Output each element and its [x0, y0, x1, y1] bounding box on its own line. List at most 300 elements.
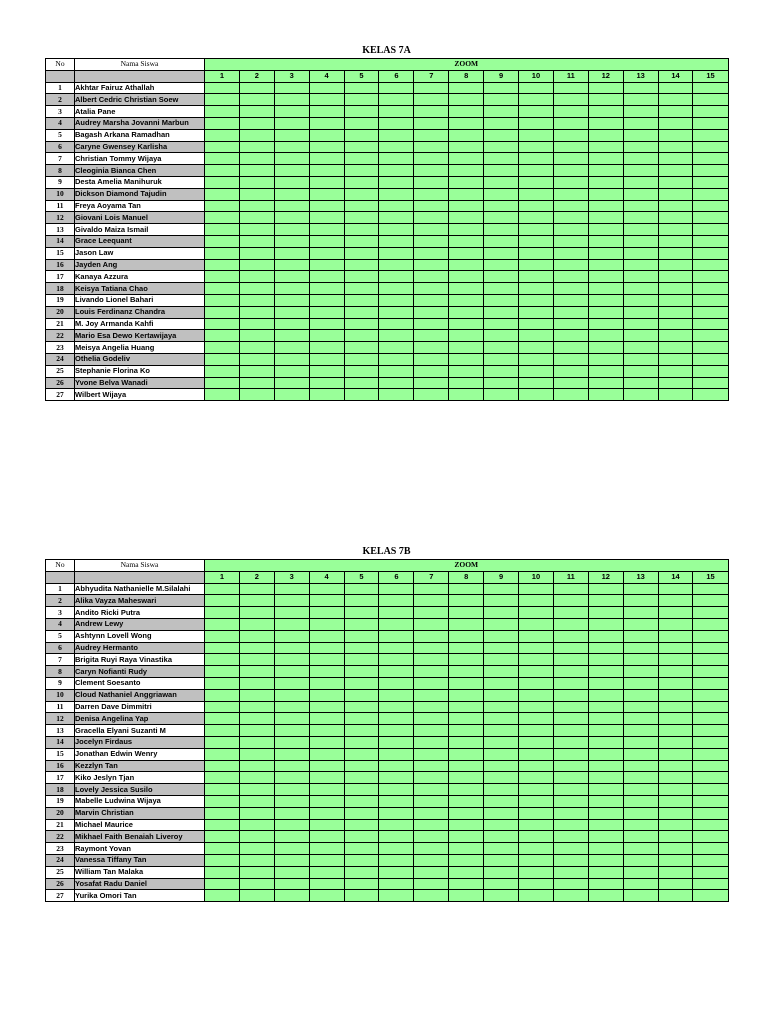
attendance-cell[interactable] [379, 831, 414, 843]
attendance-cell[interactable] [519, 306, 554, 318]
attendance-cell[interactable] [414, 106, 449, 118]
attendance-cell[interactable] [205, 353, 240, 365]
attendance-cell[interactable] [309, 153, 344, 165]
attendance-cell[interactable] [205, 642, 240, 654]
attendance-cell[interactable] [414, 701, 449, 713]
attendance-cell[interactable] [693, 595, 728, 607]
attendance-cell[interactable] [623, 353, 658, 365]
attendance-cell[interactable] [414, 377, 449, 389]
attendance-cell[interactable] [274, 654, 309, 666]
attendance-cell[interactable] [239, 843, 274, 855]
attendance-cell[interactable] [239, 235, 274, 247]
attendance-cell[interactable] [344, 306, 379, 318]
attendance-cell[interactable] [623, 819, 658, 831]
attendance-cell[interactable] [344, 701, 379, 713]
attendance-cell[interactable] [658, 224, 693, 236]
attendance-cell[interactable] [693, 583, 728, 595]
attendance-cell[interactable] [274, 890, 309, 902]
attendance-cell[interactable] [205, 224, 240, 236]
attendance-cell[interactable] [623, 176, 658, 188]
attendance-cell[interactable] [658, 866, 693, 878]
attendance-cell[interactable] [205, 784, 240, 796]
attendance-cell[interactable] [239, 642, 274, 654]
attendance-cell[interactable] [484, 94, 519, 106]
attendance-cell[interactable] [239, 129, 274, 141]
attendance-cell[interactable] [588, 389, 623, 401]
attendance-cell[interactable] [553, 854, 588, 866]
attendance-cell[interactable] [519, 106, 554, 118]
attendance-cell[interactable] [274, 200, 309, 212]
attendance-cell[interactable] [309, 294, 344, 306]
attendance-cell[interactable] [239, 654, 274, 666]
attendance-cell[interactable] [344, 271, 379, 283]
attendance-cell[interactable] [449, 831, 484, 843]
attendance-cell[interactable] [414, 212, 449, 224]
attendance-cell[interactable] [484, 389, 519, 401]
attendance-cell[interactable] [205, 772, 240, 784]
attendance-cell[interactable] [623, 377, 658, 389]
attendance-cell[interactable] [658, 82, 693, 94]
attendance-cell[interactable] [274, 330, 309, 342]
attendance-cell[interactable] [449, 607, 484, 619]
attendance-cell[interactable] [693, 365, 728, 377]
attendance-cell[interactable] [379, 677, 414, 689]
attendance-cell[interactable] [309, 247, 344, 259]
attendance-cell[interactable] [309, 271, 344, 283]
attendance-cell[interactable] [693, 760, 728, 772]
attendance-cell[interactable] [658, 819, 693, 831]
attendance-cell[interactable] [588, 713, 623, 725]
attendance-cell[interactable] [553, 595, 588, 607]
attendance-cell[interactable] [379, 843, 414, 855]
attendance-cell[interactable] [484, 642, 519, 654]
attendance-cell[interactable] [414, 725, 449, 737]
attendance-cell[interactable] [449, 94, 484, 106]
attendance-cell[interactable] [379, 306, 414, 318]
attendance-cell[interactable] [623, 831, 658, 843]
attendance-cell[interactable] [553, 224, 588, 236]
attendance-cell[interactable] [414, 294, 449, 306]
attendance-cell[interactable] [519, 247, 554, 259]
attendance-cell[interactable] [414, 595, 449, 607]
attendance-cell[interactable] [449, 153, 484, 165]
attendance-cell[interactable] [414, 583, 449, 595]
attendance-cell[interactable] [484, 212, 519, 224]
attendance-cell[interactable] [658, 176, 693, 188]
attendance-cell[interactable] [693, 784, 728, 796]
attendance-cell[interactable] [309, 259, 344, 271]
attendance-cell[interactable] [623, 94, 658, 106]
attendance-cell[interactable] [274, 153, 309, 165]
attendance-cell[interactable] [274, 595, 309, 607]
attendance-cell[interactable] [519, 760, 554, 772]
attendance-cell[interactable] [274, 689, 309, 701]
attendance-cell[interactable] [309, 642, 344, 654]
attendance-cell[interactable] [623, 878, 658, 890]
attendance-cell[interactable] [274, 607, 309, 619]
attendance-cell[interactable] [344, 212, 379, 224]
attendance-cell[interactable] [658, 795, 693, 807]
attendance-cell[interactable] [449, 235, 484, 247]
attendance-cell[interactable] [484, 878, 519, 890]
attendance-cell[interactable] [553, 689, 588, 701]
attendance-cell[interactable] [519, 141, 554, 153]
attendance-cell[interactable] [309, 654, 344, 666]
attendance-cell[interactable] [693, 200, 728, 212]
attendance-cell[interactable] [309, 94, 344, 106]
attendance-cell[interactable] [344, 713, 379, 725]
attendance-cell[interactable] [553, 82, 588, 94]
attendance-cell[interactable] [484, 306, 519, 318]
attendance-cell[interactable] [449, 294, 484, 306]
attendance-cell[interactable] [449, 106, 484, 118]
attendance-cell[interactable] [553, 129, 588, 141]
attendance-cell[interactable] [205, 618, 240, 630]
attendance-cell[interactable] [588, 271, 623, 283]
attendance-cell[interactable] [274, 318, 309, 330]
attendance-cell[interactable] [588, 82, 623, 94]
attendance-cell[interactable] [274, 353, 309, 365]
attendance-cell[interactable] [553, 795, 588, 807]
attendance-cell[interactable] [414, 141, 449, 153]
attendance-cell[interactable] [519, 595, 554, 607]
attendance-cell[interactable] [553, 736, 588, 748]
attendance-cell[interactable] [658, 247, 693, 259]
attendance-cell[interactable] [414, 353, 449, 365]
attendance-cell[interactable] [658, 630, 693, 642]
attendance-cell[interactable] [239, 725, 274, 737]
attendance-cell[interactable] [344, 866, 379, 878]
attendance-cell[interactable] [553, 807, 588, 819]
attendance-cell[interactable] [239, 677, 274, 689]
attendance-cell[interactable] [623, 784, 658, 796]
attendance-cell[interactable] [519, 701, 554, 713]
attendance-cell[interactable] [414, 82, 449, 94]
attendance-cell[interactable] [658, 583, 693, 595]
attendance-cell[interactable] [309, 866, 344, 878]
attendance-cell[interactable] [693, 247, 728, 259]
attendance-cell[interactable] [205, 890, 240, 902]
attendance-cell[interactable] [414, 330, 449, 342]
attendance-cell[interactable] [205, 630, 240, 642]
attendance-cell[interactable] [205, 807, 240, 819]
attendance-cell[interactable] [484, 117, 519, 129]
attendance-cell[interactable] [623, 129, 658, 141]
attendance-cell[interactable] [205, 677, 240, 689]
attendance-cell[interactable] [379, 583, 414, 595]
attendance-cell[interactable] [309, 890, 344, 902]
attendance-cell[interactable] [274, 819, 309, 831]
attendance-cell[interactable] [484, 106, 519, 118]
attendance-cell[interactable] [658, 736, 693, 748]
attendance-cell[interactable] [274, 129, 309, 141]
attendance-cell[interactable] [449, 188, 484, 200]
attendance-cell[interactable] [588, 831, 623, 843]
attendance-cell[interactable] [449, 283, 484, 295]
attendance-cell[interactable] [449, 642, 484, 654]
attendance-cell[interactable] [414, 200, 449, 212]
attendance-cell[interactable] [623, 890, 658, 902]
attendance-cell[interactable] [484, 200, 519, 212]
attendance-cell[interactable] [658, 595, 693, 607]
attendance-cell[interactable] [344, 595, 379, 607]
attendance-cell[interactable] [344, 807, 379, 819]
attendance-cell[interactable] [414, 843, 449, 855]
attendance-cell[interactable] [449, 117, 484, 129]
attendance-cell[interactable] [379, 188, 414, 200]
attendance-cell[interactable] [449, 854, 484, 866]
attendance-cell[interactable] [205, 389, 240, 401]
attendance-cell[interactable] [693, 224, 728, 236]
attendance-cell[interactable] [519, 748, 554, 760]
attendance-cell[interactable] [519, 224, 554, 236]
attendance-cell[interactable] [553, 330, 588, 342]
attendance-cell[interactable] [449, 713, 484, 725]
attendance-cell[interactable] [519, 618, 554, 630]
attendance-cell[interactable] [274, 176, 309, 188]
attendance-cell[interactable] [449, 595, 484, 607]
attendance-cell[interactable] [484, 153, 519, 165]
attendance-cell[interactable] [658, 365, 693, 377]
attendance-cell[interactable] [623, 713, 658, 725]
attendance-cell[interactable] [588, 784, 623, 796]
attendance-cell[interactable] [588, 760, 623, 772]
attendance-cell[interactable] [623, 82, 658, 94]
attendance-cell[interactable] [449, 618, 484, 630]
attendance-cell[interactable] [379, 165, 414, 177]
attendance-cell[interactable] [553, 760, 588, 772]
attendance-cell[interactable] [449, 807, 484, 819]
attendance-cell[interactable] [344, 318, 379, 330]
attendance-cell[interactable] [519, 642, 554, 654]
attendance-cell[interactable] [379, 618, 414, 630]
attendance-cell[interactable] [239, 583, 274, 595]
attendance-cell[interactable] [239, 630, 274, 642]
attendance-cell[interactable] [239, 82, 274, 94]
attendance-cell[interactable] [344, 666, 379, 678]
attendance-cell[interactable] [519, 583, 554, 595]
attendance-cell[interactable] [588, 117, 623, 129]
attendance-cell[interactable] [309, 748, 344, 760]
attendance-cell[interactable] [239, 878, 274, 890]
attendance-cell[interactable] [484, 866, 519, 878]
attendance-cell[interactable] [623, 165, 658, 177]
attendance-cell[interactable] [309, 306, 344, 318]
attendance-cell[interactable] [484, 377, 519, 389]
attendance-cell[interactable] [274, 713, 309, 725]
attendance-cell[interactable] [309, 701, 344, 713]
attendance-cell[interactable] [553, 318, 588, 330]
attendance-cell[interactable] [693, 654, 728, 666]
attendance-cell[interactable] [379, 377, 414, 389]
attendance-cell[interactable] [588, 725, 623, 737]
attendance-cell[interactable] [449, 224, 484, 236]
attendance-cell[interactable] [484, 583, 519, 595]
attendance-cell[interactable] [449, 654, 484, 666]
attendance-cell[interactable] [239, 819, 274, 831]
attendance-cell[interactable] [449, 725, 484, 737]
attendance-cell[interactable] [449, 82, 484, 94]
attendance-cell[interactable] [205, 666, 240, 678]
attendance-cell[interactable] [553, 713, 588, 725]
attendance-cell[interactable] [693, 165, 728, 177]
attendance-cell[interactable] [588, 819, 623, 831]
attendance-cell[interactable] [274, 748, 309, 760]
attendance-cell[interactable] [693, 377, 728, 389]
attendance-cell[interactable] [379, 283, 414, 295]
attendance-cell[interactable] [484, 342, 519, 354]
attendance-cell[interactable] [623, 106, 658, 118]
attendance-cell[interactable] [449, 866, 484, 878]
attendance-cell[interactable] [344, 106, 379, 118]
attendance-cell[interactable] [623, 866, 658, 878]
attendance-cell[interactable] [693, 795, 728, 807]
attendance-cell[interactable] [588, 654, 623, 666]
attendance-cell[interactable] [484, 224, 519, 236]
attendance-cell[interactable] [519, 377, 554, 389]
attendance-cell[interactable] [309, 618, 344, 630]
attendance-cell[interactable] [588, 890, 623, 902]
attendance-cell[interactable] [623, 200, 658, 212]
attendance-cell[interactable] [449, 259, 484, 271]
attendance-cell[interactable] [379, 784, 414, 796]
attendance-cell[interactable] [588, 807, 623, 819]
attendance-cell[interactable] [309, 200, 344, 212]
attendance-cell[interactable] [658, 618, 693, 630]
attendance-cell[interactable] [449, 141, 484, 153]
attendance-cell[interactable] [205, 878, 240, 890]
attendance-cell[interactable] [553, 831, 588, 843]
attendance-cell[interactable] [414, 306, 449, 318]
attendance-cell[interactable] [484, 819, 519, 831]
attendance-cell[interactable] [309, 854, 344, 866]
attendance-cell[interactable] [658, 760, 693, 772]
attendance-cell[interactable] [623, 259, 658, 271]
attendance-cell[interactable] [588, 235, 623, 247]
attendance-cell[interactable] [344, 795, 379, 807]
attendance-cell[interactable] [693, 353, 728, 365]
attendance-cell[interactable] [414, 630, 449, 642]
attendance-cell[interactable] [519, 165, 554, 177]
attendance-cell[interactable] [414, 736, 449, 748]
attendance-cell[interactable] [658, 713, 693, 725]
attendance-cell[interactable] [588, 772, 623, 784]
attendance-cell[interactable] [553, 306, 588, 318]
attendance-cell[interactable] [309, 224, 344, 236]
attendance-cell[interactable] [623, 595, 658, 607]
attendance-cell[interactable] [519, 259, 554, 271]
attendance-cell[interactable] [658, 153, 693, 165]
attendance-cell[interactable] [623, 677, 658, 689]
attendance-cell[interactable] [588, 330, 623, 342]
attendance-cell[interactable] [414, 283, 449, 295]
attendance-cell[interactable] [693, 318, 728, 330]
attendance-cell[interactable] [553, 377, 588, 389]
attendance-cell[interactable] [205, 247, 240, 259]
attendance-cell[interactable] [274, 94, 309, 106]
attendance-cell[interactable] [379, 760, 414, 772]
attendance-cell[interactable] [658, 772, 693, 784]
attendance-cell[interactable] [693, 831, 728, 843]
attendance-cell[interactable] [205, 82, 240, 94]
attendance-cell[interactable] [553, 784, 588, 796]
attendance-cell[interactable] [484, 82, 519, 94]
attendance-cell[interactable] [623, 630, 658, 642]
attendance-cell[interactable] [588, 618, 623, 630]
attendance-cell[interactable] [309, 165, 344, 177]
attendance-cell[interactable] [379, 176, 414, 188]
attendance-cell[interactable] [344, 748, 379, 760]
attendance-cell[interactable] [449, 819, 484, 831]
attendance-cell[interactable] [623, 807, 658, 819]
attendance-cell[interactable] [484, 795, 519, 807]
attendance-cell[interactable] [274, 725, 309, 737]
attendance-cell[interactable] [519, 271, 554, 283]
attendance-cell[interactable] [553, 843, 588, 855]
attendance-cell[interactable] [484, 677, 519, 689]
attendance-cell[interactable] [519, 353, 554, 365]
attendance-cell[interactable] [588, 843, 623, 855]
attendance-cell[interactable] [588, 689, 623, 701]
attendance-cell[interactable] [553, 618, 588, 630]
attendance-cell[interactable] [205, 795, 240, 807]
attendance-cell[interactable] [519, 153, 554, 165]
attendance-cell[interactable] [205, 843, 240, 855]
attendance-cell[interactable] [205, 701, 240, 713]
attendance-cell[interactable] [309, 760, 344, 772]
attendance-cell[interactable] [553, 271, 588, 283]
attendance-cell[interactable] [414, 176, 449, 188]
attendance-cell[interactable] [449, 630, 484, 642]
attendance-cell[interactable] [344, 607, 379, 619]
attendance-cell[interactable] [519, 389, 554, 401]
attendance-cell[interactable] [519, 630, 554, 642]
attendance-cell[interactable] [344, 235, 379, 247]
attendance-cell[interactable] [484, 618, 519, 630]
attendance-cell[interactable] [379, 235, 414, 247]
attendance-cell[interactable] [484, 271, 519, 283]
attendance-cell[interactable] [693, 106, 728, 118]
attendance-cell[interactable] [274, 772, 309, 784]
attendance-cell[interactable] [379, 129, 414, 141]
attendance-cell[interactable] [344, 725, 379, 737]
attendance-cell[interactable] [379, 117, 414, 129]
attendance-cell[interactable] [414, 247, 449, 259]
attendance-cell[interactable] [588, 283, 623, 295]
attendance-cell[interactable] [309, 212, 344, 224]
attendance-cell[interactable] [449, 165, 484, 177]
attendance-cell[interactable] [623, 342, 658, 354]
attendance-cell[interactable] [239, 854, 274, 866]
attendance-cell[interactable] [588, 106, 623, 118]
attendance-cell[interactable] [309, 713, 344, 725]
attendance-cell[interactable] [658, 129, 693, 141]
attendance-cell[interactable] [274, 224, 309, 236]
attendance-cell[interactable] [379, 365, 414, 377]
attendance-cell[interactable] [693, 283, 728, 295]
attendance-cell[interactable] [553, 654, 588, 666]
attendance-cell[interactable] [205, 129, 240, 141]
attendance-cell[interactable] [274, 807, 309, 819]
attendance-cell[interactable] [205, 854, 240, 866]
attendance-cell[interactable] [484, 890, 519, 902]
attendance-cell[interactable] [344, 630, 379, 642]
attendance-cell[interactable] [588, 153, 623, 165]
attendance-cell[interactable] [379, 866, 414, 878]
attendance-cell[interactable] [519, 736, 554, 748]
attendance-cell[interactable] [274, 630, 309, 642]
attendance-cell[interactable] [588, 353, 623, 365]
